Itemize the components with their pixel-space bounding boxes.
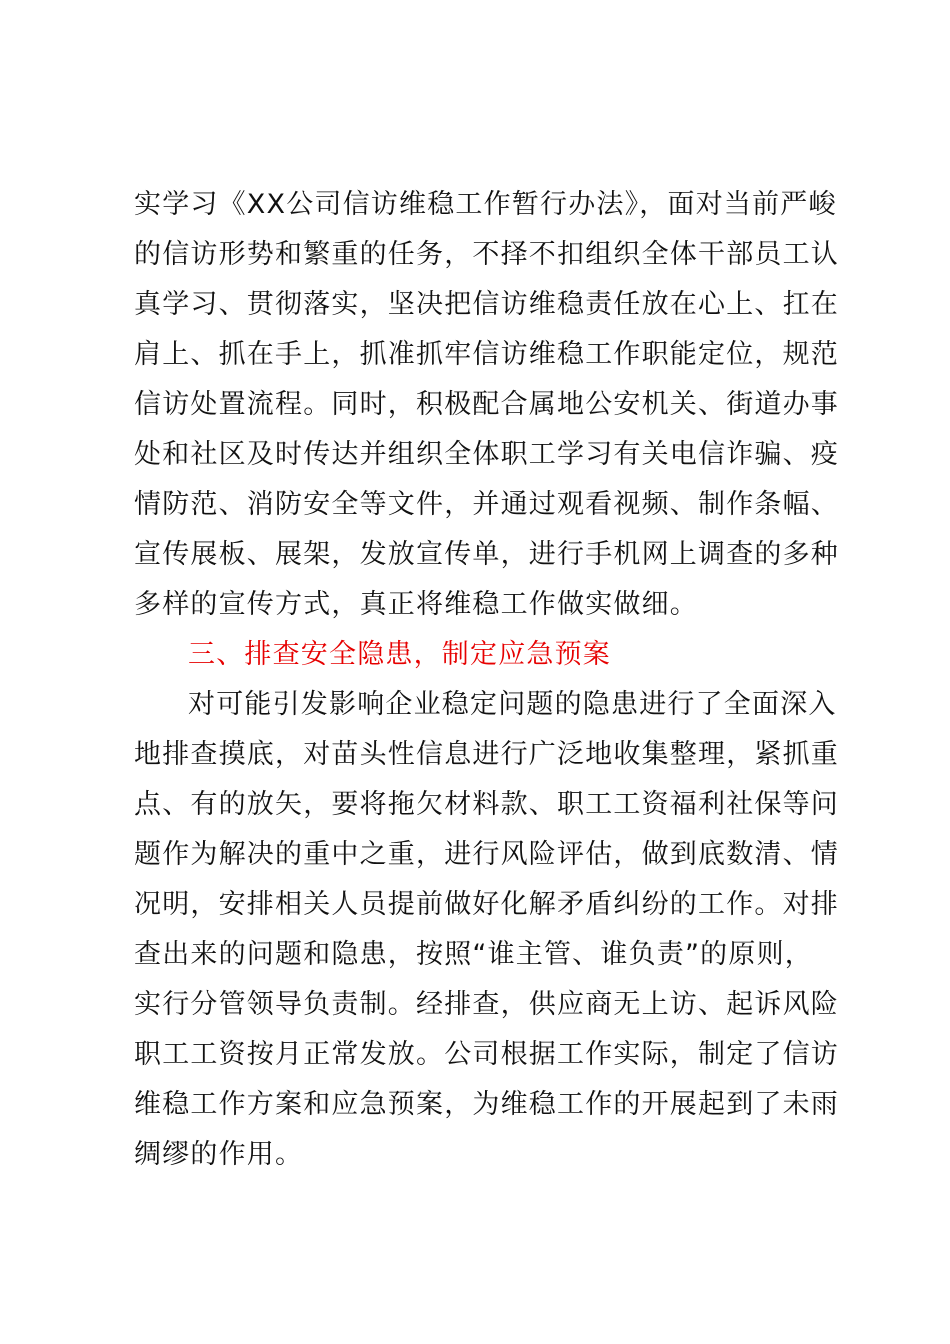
text-line: 对可能引发影响企业稳定问题的隐患进行了全面深入: [188, 689, 837, 720]
text-line: 绸缪的作用。: [134, 1139, 304, 1170]
text-line: 多样的宣传方式，真正将维稳工作做实做细。: [134, 589, 698, 620]
text-line: 宣传展板、展架，发放宣传单，进行手机网上调查的多种: [134, 539, 839, 570]
text-line: 查出来的问题和隐患，按照“谁主管、谁负责”的原则，: [134, 939, 813, 970]
text-line: 题作为解决的重中之重，进行风险评估，做到底数清、情: [134, 839, 839, 870]
text-line: 真学习、贯彻落实，坚决把信访维稳责任放在心上、扛在: [134, 289, 839, 320]
text-line: 实学习《XX公司信访维稳工作暂行办法》，面对当前严峻: [134, 189, 837, 220]
text-line: 肩上、抓在手上，抓准抓牢信访维稳工作职能定位，规范: [134, 339, 839, 370]
text-line: 情防范、消防安全等文件，并通过观看视频、制作条幅、: [134, 489, 839, 520]
paragraph-2: [134, 680, 839, 1180]
document-body: [134, 180, 839, 1180]
text-line: 职工工资按月正常发放。公司根据工作实际，制定了信访: [134, 1039, 839, 1070]
text-line: 点、有的放矢，要将拖欠材料款、职工工资福利社保等问: [134, 789, 839, 820]
text-line: 实行分管领导负责制。经排查，供应商无上访、起诉风险: [134, 989, 839, 1020]
text-line: 况明，安排相关人员提前做好化解矛盾纠纷的工作。对排: [134, 889, 839, 920]
text-line: 的信访形势和繁重的任务，不择不扣组织全体干部员工认: [134, 239, 839, 270]
text-line: 信访处置流程。同时，积极配合属地公安机关、街道办事: [134, 389, 839, 420]
text-line: 地排查摸底，对苗头性信息进行广泛地收集整理，紧抓重: [134, 739, 839, 770]
text-line: 维稳工作方案和应急预案，为维稳工作的开展起到了未雨: [134, 1089, 839, 1120]
text-line: 处和社区及时传达并组织全体职工学习有关电信诈骗、疫: [134, 439, 839, 470]
section-heading: 三、排查安全隐患，制定应急预案: [188, 639, 611, 670]
paragraph-1: [134, 180, 839, 630]
